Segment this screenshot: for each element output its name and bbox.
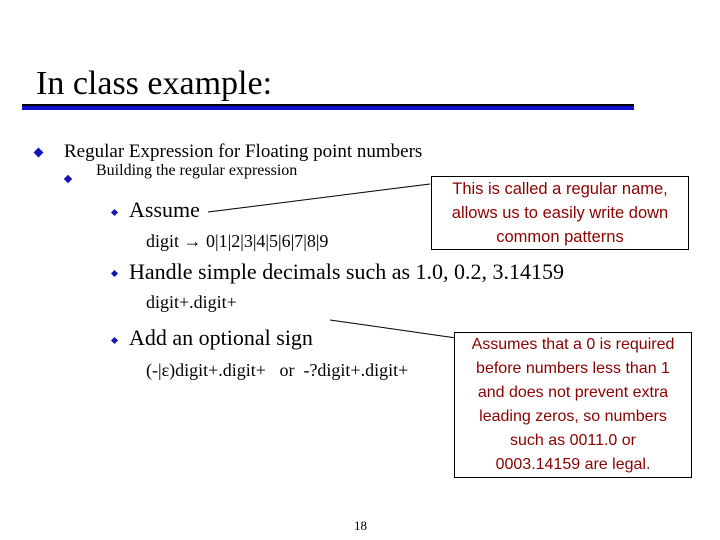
bullet-regex-floating: Regular Expression for Floating point numbers — [64, 141, 423, 162]
callout-regular-name — [431, 176, 689, 250]
callout-line: such as 0011.0 or — [509, 432, 636, 449]
assume-detail: digit → 0|1|2|3|4|5|6|7|8|9 — [146, 231, 329, 251]
page-number: 18 — [354, 518, 367, 533]
callout-line: Assumes that a 0 is required — [471, 336, 675, 353]
callout-line: allows us to easily write down — [451, 204, 669, 222]
bullet-optional-sign: Add an optional sign — [129, 325, 313, 350]
connector-assumes — [330, 320, 456, 338]
callout-line: leading zeros, so numbers — [479, 408, 667, 425]
connector-regular-name — [208, 184, 430, 212]
callout-line: and does not prevent extra — [477, 384, 669, 401]
decimals-detail: digit+.digit+ — [146, 292, 237, 312]
bullet-assume: Assume — [129, 197, 200, 222]
callout-assumes-zero — [454, 332, 692, 478]
sign-detail: (-|ε)digit+.digit+ or -?digit+.digit+ — [146, 360, 409, 380]
callout-line: common patterns — [496, 228, 624, 246]
bullet-simple-decimals: Handle simple decimals such as 1.0, 0.2, 3.14159 — [129, 259, 565, 284]
slide-title: In class example: — [36, 65, 273, 102]
callout-line: before numbers less than 1 — [476, 360, 670, 377]
bullet-building-regex: Building the regular expression — [96, 162, 298, 179]
callout-line: This is called a regular name, — [452, 180, 668, 198]
callout-line: 0003.14159 are legal. — [495, 456, 651, 473]
